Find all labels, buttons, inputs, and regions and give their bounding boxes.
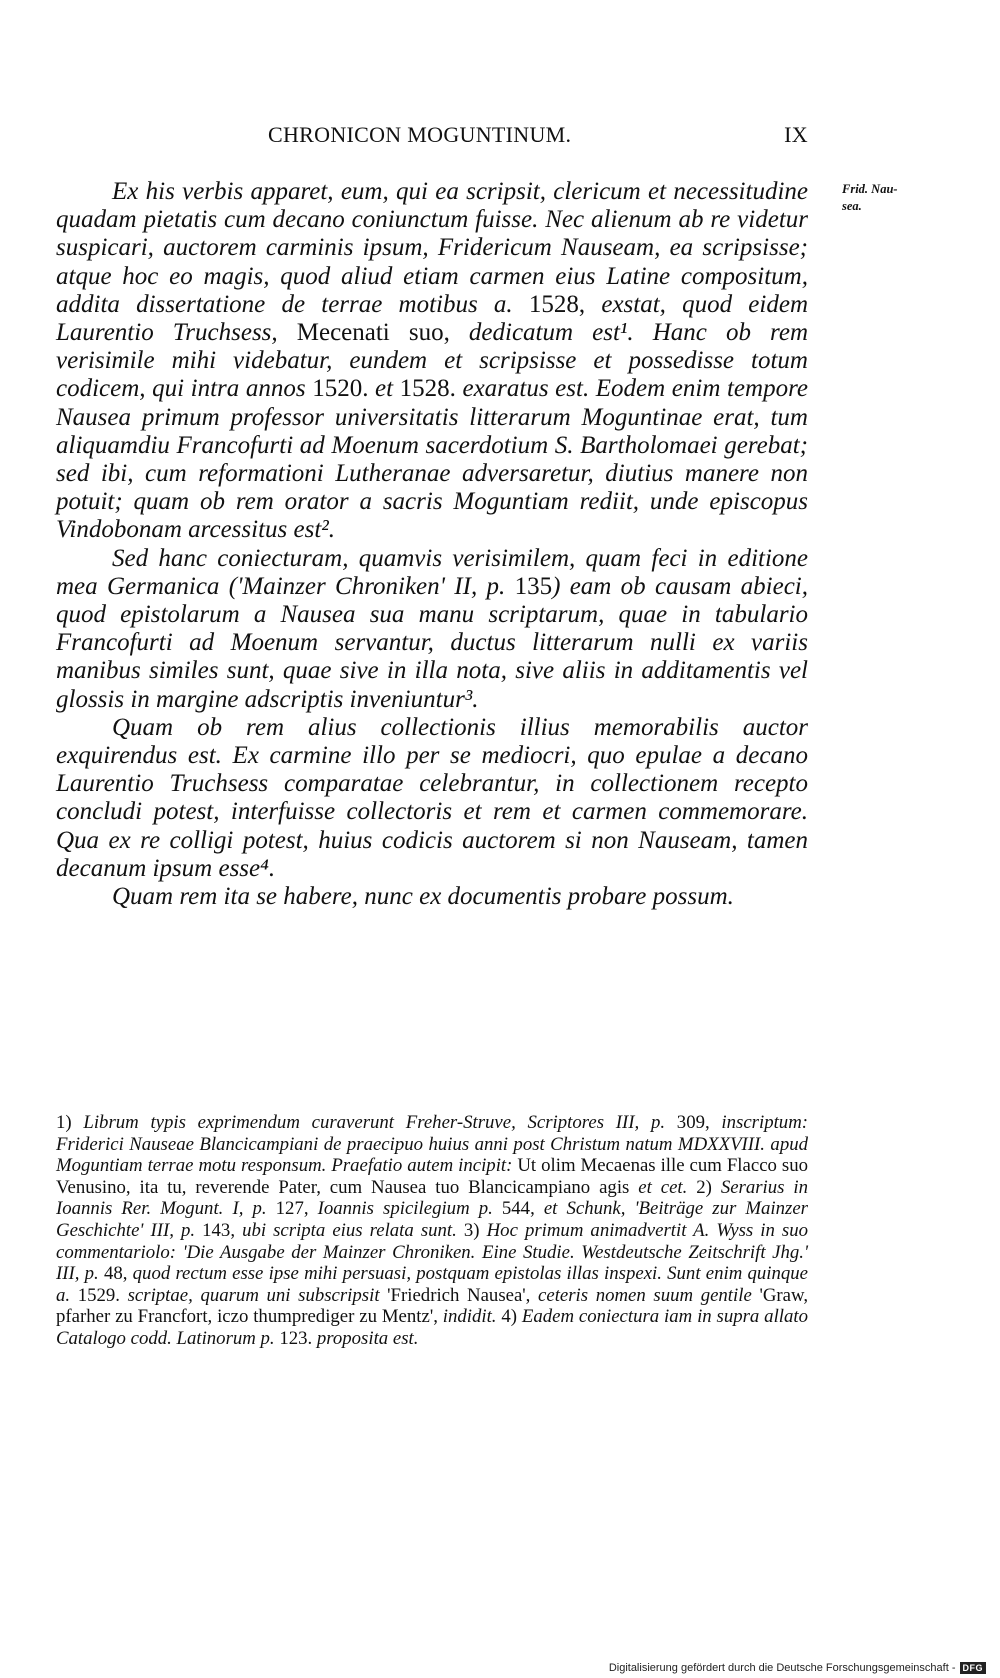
body-paragraph <box>56 714 808 883</box>
text-run-upright: Ut olim Mecaenas ille cum Flacco suo Venusino, ita tu, reverende Pater, cum Nausea tuo Blancicampiano agis <box>56 1155 808 1198</box>
body-paragraph <box>56 178 808 545</box>
text-run-upright: 309, <box>676 1112 710 1133</box>
digitization-credit <box>609 1662 986 1674</box>
text-run: Librum typis exprimendum curaverunt Freher-Struve, Scriptores III, p. <box>83 1112 677 1133</box>
footnotes <box>56 1112 808 1350</box>
text-run-upright: 135 <box>514 572 553 600</box>
text-run: et Schunk, 'Beiträge zur Mainzer Geschichte' III, p. <box>56 1198 808 1241</box>
text-run: ) eam ob causam abieci, quod epistolarum a Nausea sua manu scriptarum, quae in tabulario Francofurti ad Moenum servantur, ductus litterarum nulli ex variis manibus similes sunt, quae sive in illa nota, sive aliis in additamentis vel glossis in margine adscriptis inveniuntur³. <box>56 572 808 713</box>
text-run: Ioannis spicilegium p. <box>308 1198 502 1220</box>
page-number: IX <box>784 122 808 147</box>
text-run-upright: 1529. <box>77 1284 120 1306</box>
text-run-upright: 4) <box>501 1306 522 1328</box>
running-header <box>56 122 808 152</box>
running-title: CHRONICON MOGUNTINUM. <box>268 122 572 147</box>
text-run: ubi scripta eius relata sunt. <box>235 1219 464 1241</box>
text-run: Quam ob rem alius collectionis illius memorabilis auctor exquirendus est. Ex carmine illo per se mediocri, quo epulae a decano Laurentio Truchsess comparatae celebrantur, in collectionem recepto concludi potest, interfuisse collectoris et rem et carmen commemorare. Qua ex re colligi potest, huius codicis auctorem si non Nauseam, tamen decanum ipsum esse⁴. <box>56 713 808 882</box>
text-run: Sed hanc coniecturam, quamvis verisimilem, quam feci in editione mea Germanica ('Mainzer Chroniken' II, p. <box>56 544 808 600</box>
text-run: indidit. <box>437 1306 502 1328</box>
text-run: Ex his verbis apparet, eum, qui ea scripsit, clericum et necessitudine quadam pietatis cum decano coniunctum fuisse. Nec alienum ab re videtur suspicari, auctorem carminis ipsum, Fridericum Nauseam, ea scripsisse; atque hoc eo magis, quod aliud etiam carmen eius Latine compositum, addita dissertatione de terrae motibus a. <box>56 178 808 318</box>
text-run: ceteris nomen suum gentile <box>530 1284 760 1306</box>
text-run: exaratus est. Eodem enim tempore Nausea primum professor universitatis litterarum Moguntinae erat, tum aliquamdiu Francofurti ad Moenum sacerdotium S. Bartholomaei gerebat; sed ibi, cum reformationi Lutheranae adversaretur, diutius manere non potuit; quam ob rem orator a sacris Moguntiam rediit, unde episcopus Vindobonam arcessitus est². <box>56 375 808 544</box>
text-run-upright: 1) <box>56 1112 84 1133</box>
main-text <box>56 178 808 911</box>
text-run: et cet. <box>629 1176 697 1198</box>
text-run: dedicatum est¹. Hanc ob rem verisimile mihi videbatur, eundem et scripsisse et possedisse totum codicem, qui intra annos <box>56 319 809 403</box>
text-run: inscriptum: Friderici Nauseae Blancicampiani de praecipuo huius anni post Christum natum MDXXVIII. apud Moguntiam terrae motu responsum. Praefatio autem incipit: <box>56 1112 809 1177</box>
text-run-upright: 123. <box>279 1327 313 1349</box>
text-run-upright: 143, <box>202 1219 236 1241</box>
body-paragraph <box>56 545 808 714</box>
text-run-upright: Mecenati suo, <box>296 319 450 347</box>
text-run-upright: 'Graw, pfarher zu Francfort, iczo thumprediger zu Mentz', <box>56 1284 809 1328</box>
credit-text: Digitalisierung gefördert durch die Deutsche Forschungsgemeinschaft - <box>608 1662 956 1674</box>
text-run-upright: 544, <box>501 1198 535 1220</box>
text-run-upright: 2) <box>696 1176 721 1198</box>
text-run: proposita est. <box>312 1327 419 1349</box>
text-run-upright: 1528, <box>528 290 586 318</box>
text-run: exstat, quod eidem Laurentio Truchsess, <box>56 290 809 347</box>
body-paragraph <box>56 883 808 911</box>
text-run: Eadem coniectura iam in supra allato Catalogo codd. Latinorum p. <box>56 1306 808 1349</box>
text-run-upright: 3) <box>463 1219 487 1241</box>
text-run-upright: 127, <box>275 1198 309 1220</box>
text-run-upright: 1528. <box>399 375 456 403</box>
text-run: Hoc primum animadvertit A. Wyss in suo commentariolo: 'Die Ausgabe der Mainzer Chroniken. Eine Studie. Westdeutsche Zeitschrift Jhg.' III, p. <box>56 1219 809 1285</box>
text-run: et <box>368 375 400 403</box>
text-run-upright: 48, <box>103 1263 128 1285</box>
text-run-upright: 1520. <box>312 375 369 403</box>
text-run: scriptae, quarum uni subscripsit <box>119 1284 388 1306</box>
dfg-logo: DFG <box>960 1662 987 1674</box>
text-run: Quam rem ita se habere, nunc ex documentis probare possum. <box>112 883 734 911</box>
text-run: Serarius in Ioannis Rer. Mogunt. I, p. <box>56 1176 808 1220</box>
footnote-paragraph <box>56 1112 808 1350</box>
text-run: quod rectum esse ipse mihi persuasi, postquam epistolas illas inspexi. Sunt enim quinque a. <box>56 1263 808 1306</box>
margin-note: Frid. Nau-sea. <box>842 182 898 213</box>
text-run-upright: 'Friedrich Nausea', <box>387 1284 531 1306</box>
